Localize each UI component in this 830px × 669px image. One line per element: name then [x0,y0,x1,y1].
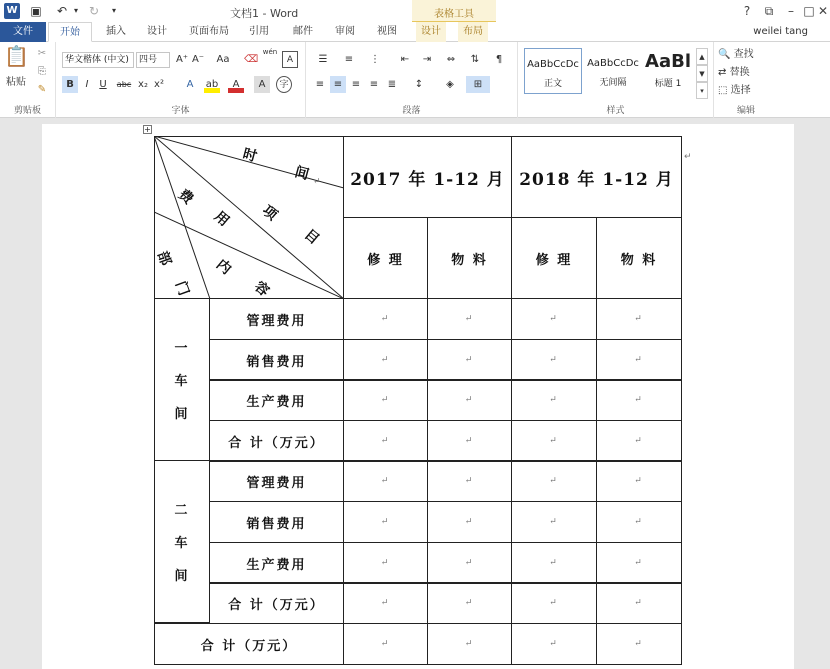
char-shading-icon[interactable]: A [254,76,270,93]
tab-home[interactable]: 开始 [48,22,92,42]
subheader-material-2017[interactable] [427,217,512,299]
justify-icon[interactable]: ≡ [369,79,379,90]
styles-scroll-down[interactable]: ▼ [696,65,708,82]
select-label: 选择 [730,85,751,96]
data-cell[interactable] [511,542,597,584]
minimize-icon[interactable]: – [788,4,794,18]
row-label-cell[interactable] [209,379,344,421]
data-cell[interactable] [596,420,682,462]
data-cell[interactable] [511,460,597,502]
paragraph-mark: ↵ [380,314,391,324]
row-label-cell[interactable] [209,298,344,340]
paragraph-mark: ↵ [380,476,391,486]
paragraph-mark: ↵ [549,436,559,446]
row-label-cell[interactable] [209,501,344,543]
row-label-cell[interactable] [209,339,344,381]
font-group-label: 字体 [171,106,190,116]
header-2017[interactable] [343,136,512,218]
align-center-icon[interactable]: ≡ [330,76,346,93]
paragraph-mark: ↵ [380,517,391,527]
ribbon-display-icon[interactable]: ⧉ [764,4,774,18]
paragraph-mark: ↵ [464,436,475,446]
styles-group-label: 样式 [606,106,625,116]
group-name-char: 一 [174,341,190,356]
paragraph-mark: ↵ [464,517,475,527]
clipboard-group-label: 剪贴板 [13,106,41,116]
tab-mailings[interactable]: 邮件 [293,26,313,37]
style-no-spacing[interactable] [584,48,642,94]
data-cell[interactable] [343,501,428,543]
paragraph-group-label: 段落 [402,106,421,116]
bold-icon[interactable]: B [62,76,78,93]
superscript-icon[interactable]: x² [154,79,164,90]
format-painter-icon[interactable]: ✎ [37,84,47,95]
undo-icon[interactable]: ↶ [56,4,68,18]
row-label: 管理费用 [246,313,307,329]
style-normal[interactable] [524,48,582,94]
table-move-handle-icon[interactable]: + [144,125,151,134]
document-title: 文档1 - Word [230,7,299,20]
row-label: 生产费用 [246,557,307,573]
row-label: 生产费用 [246,394,307,410]
style-preview: AaBl [645,51,691,72]
find-button[interactable] [718,46,774,63]
group-cell-2[interactable] [154,460,210,623]
data-cell[interactable] [343,460,428,502]
data-cell[interactable] [427,542,512,584]
data-cell[interactable] [596,379,682,421]
paragraph-mark: ↵ [464,355,475,365]
subheader-repair-2017[interactable] [343,217,428,299]
row-label-cell[interactable] [209,542,344,584]
subheader-repair-2018[interactable] [511,217,597,299]
data-cell[interactable] [596,460,682,502]
paragraph-mark: ↵ [634,517,644,527]
style-heading-1[interactable] [644,48,692,94]
tab-page-layout[interactable]: 页面布局 [189,26,229,37]
distributed-icon[interactable]: ≣ [387,79,397,90]
data-cell[interactable] [343,298,428,340]
replace-icon: ⇄ [718,67,727,78]
header-2018[interactable] [511,136,682,218]
data-cell[interactable] [511,501,597,543]
subscript-icon[interactable]: x₂ [138,79,148,90]
paragraph-mark: ↵ [464,558,475,568]
close-icon[interactable]: ✕ [817,4,829,18]
decrease-indent-icon[interactable]: ⇤ [400,54,410,65]
subheader-text: 修 理 [367,252,404,268]
phonetic-guide-button[interactable]: wén [262,48,278,56]
tab-references[interactable]: 引用 [249,26,269,37]
data-cell[interactable] [343,379,428,421]
paragraph-mark: ↵ [464,476,475,486]
data-cell[interactable] [596,623,682,665]
subheader-material-2018[interactable] [596,217,682,299]
paragraph-mark: ↵ [634,476,644,486]
subheader-text: 修 理 [535,252,573,268]
paragraph-mark: ↵ [549,395,559,405]
style-preview: AaBbCcDc [587,58,639,69]
paragraph-mark: ↵ [549,476,559,486]
style-name: 无间隔 [599,78,627,88]
grow-font-icon[interactable]: A⁺ [175,54,189,65]
group-name-char: 车 [174,374,190,389]
data-cell[interactable] [427,379,512,421]
font-size-combo[interactable]: 四号 [136,52,170,68]
find-label: 查找 [733,49,754,60]
paragraph-mark: ↵ [464,395,475,405]
group-name-char: 间 [174,569,190,585]
bullets-icon[interactable]: ☰ [318,54,328,65]
styles-more[interactable]: ▾ [696,82,708,99]
table-tools-context [412,0,496,22]
multilevel-list-icon[interactable]: ⋮ [370,54,380,65]
style-name: 标题 1 [654,79,682,89]
header-2017-text: 2017 年 1-12 月 [350,169,505,190]
diag-fee-char1: 费 [175,186,198,210]
total-label-cell[interactable] [154,623,344,665]
data-cell[interactable] [343,582,428,624]
text-effects-icon[interactable]: A [186,79,194,90]
header-2018-text: 2018 年 1-12 月 [519,169,674,190]
data-cell[interactable] [343,542,428,584]
strikethrough-icon[interactable]: abc [116,80,132,89]
find-icon: 🔍 [718,49,731,60]
data-cell[interactable] [427,298,512,340]
row-label-cell[interactable] [209,582,344,624]
increase-indent-icon[interactable]: ⇥ [422,54,432,65]
undo-dropdown-icon[interactable]: ▾ [73,6,78,15]
enclose-char-icon[interactable]: 字 [276,76,292,93]
table-tools-label: 表格工具 [434,9,474,20]
subheader-text: 物 料 [451,252,488,268]
char-border-icon[interactable]: A [282,51,298,68]
data-cell[interactable] [511,298,597,340]
data-cell[interactable] [343,420,428,462]
font-name-combo[interactable]: 华文楷体 (中文) [62,52,134,68]
row-label-cell[interactable] [209,420,344,462]
data-cell[interactable] [343,623,428,665]
diag-content-char1: 内 [213,256,236,280]
paragraph-mark: ↵ [464,314,475,324]
group-name [174,499,189,584]
highlight-icon[interactable]: ab [204,76,220,93]
paragraph-mark: ↵ [549,355,559,365]
replace-label: 替换 [729,67,750,78]
paragraph-mark: ↵ [549,314,559,324]
paragraph-mark: ↵ [634,355,644,365]
paragraph-mark: ↵ [549,558,559,568]
redo-icon[interactable]: ↻ [88,4,100,18]
title-bar [0,0,830,22]
data-cell[interactable] [343,339,428,381]
data-cell[interactable] [427,460,512,502]
diag-project-char2: 目 [301,226,324,250]
row-label: 合 计（万元） [228,597,325,613]
paragraph-mark: ↵ [464,598,475,608]
underline-icon[interactable]: U [99,79,107,90]
data-cell[interactable] [511,379,597,421]
group-name-char: 二 [174,503,190,519]
maximize-icon[interactable]: □ [803,4,815,18]
group-name-char: 间 [174,407,190,422]
style-preview: AaBbCcDc [527,59,579,70]
paragraph-group [306,42,518,118]
paragraph-mark: ↵ [634,558,644,568]
data-cell[interactable] [511,339,597,381]
word-logo-icon: W [4,3,20,19]
expense-table[interactable] [154,136,682,665]
clipboard-group [0,42,56,118]
paste-icon[interactable]: 📋 [4,44,29,68]
total-label: 合 计（万元） [200,638,298,654]
tab-review[interactable]: 审阅 [335,26,355,37]
diag-dept-char2: 门 [171,279,193,300]
customize-toolbar-icon[interactable]: ▾ [111,6,116,15]
clear-format-icon[interactable]: ⌫ [244,54,259,65]
paragraph-mark: ↵ [380,395,391,405]
diag-time-char2: 间 [292,164,313,184]
data-cell[interactable] [596,339,682,381]
group-name-char: 车 [174,536,190,552]
diag-fee-char2: 用 [211,208,234,232]
row-label-cell[interactable] [209,460,344,502]
save-icon[interactable]: ▣ [30,4,42,18]
select-button[interactable] [718,82,774,99]
paragraph-mark: ↵ [464,639,475,649]
paragraph-mark: ↵ [549,639,559,649]
italic-icon[interactable]: I [85,79,89,90]
diag-time-char1: 时 [240,146,261,166]
align-right-icon[interactable]: ≡ [351,79,361,90]
row-label: 销售费用 [246,354,307,370]
data-cell[interactable] [511,420,597,462]
data-cell[interactable] [427,501,512,543]
paragraph-mark: ↵ [634,314,644,324]
chinese-layout-icon[interactable]: ⇔ [446,54,456,65]
copy-icon[interactable]: ⎘ [38,66,46,77]
tab-design[interactable]: 设计 [147,26,167,37]
user-name[interactable]: weilei tang [753,26,808,37]
data-cell[interactable] [511,623,597,665]
ribbon [0,42,830,118]
shading-icon[interactable]: ◈ [446,79,454,90]
select-icon: ⬚ [718,85,728,96]
change-case-button[interactable]: Aa [216,54,230,65]
styles-group [518,42,714,118]
replace-button[interactable] [718,64,774,81]
row-label: 管理费用 [246,475,307,491]
group-cell-1[interactable] [154,298,210,461]
group-name [174,337,189,422]
paragraph-mark: ↵ [380,598,391,608]
paragraph-mark: ↵ [380,639,391,649]
tab-view[interactable]: 视图 [377,26,397,37]
shrink-font-icon[interactable]: A⁻ [191,54,205,65]
tab-table-design[interactable]: 设计 [416,22,446,42]
diag-content-char2: 容 [251,278,274,302]
data-cell[interactable] [596,501,682,543]
style-name: 正文 [543,79,562,89]
paste-label[interactable]: 粘贴 [6,77,26,88]
line-spacing-icon[interactable]: ↕ [414,79,424,90]
font-group [56,42,306,118]
data-cell[interactable] [427,420,512,462]
data-cell[interactable] [596,542,682,584]
paragraph-mark: ↵ [634,639,644,649]
row-label: 销售费用 [246,516,307,532]
borders-icon[interactable]: ⊞ [466,76,490,93]
paragraph-mark: ↵ [380,436,391,446]
subheader-text: 物 料 [620,252,658,268]
data-cell[interactable] [511,582,597,624]
editing-group [714,42,778,118]
paragraph-mark: ↵ [634,436,644,446]
diagonal-header-cell[interactable] [153,136,344,302]
data-cell[interactable] [596,582,682,624]
row-label: 合 计（万元） [228,435,325,451]
row-end-mark: ↵ [684,152,692,162]
paragraph-mark: ↵ [380,558,391,568]
sort-icon[interactable]: ⇅ [470,54,480,65]
show-marks-icon[interactable]: ¶ [495,54,503,65]
cut-icon[interactable]: ✂ [37,48,47,59]
diag-project-char1: 项 [259,202,282,226]
data-cell[interactable] [427,339,512,381]
data-cell[interactable] [427,623,512,665]
paragraph-mark: ↵ [634,598,644,608]
diag-dept-char1: 部 [153,249,175,270]
tab-file[interactable]: 文件 [0,22,46,42]
paragraph-mark: ↵ [634,395,644,405]
data-cell[interactable] [596,298,682,340]
ribbon-tabs [0,22,830,42]
paragraph-mark: ↵ [549,517,559,527]
data-cell[interactable] [427,582,512,624]
paragraph-mark: ↵ [380,355,391,365]
font-color-icon[interactable]: A [228,76,244,93]
tab-table-layout[interactable]: 布局 [458,22,488,42]
paragraph-mark: ↵ [549,598,559,608]
help-icon[interactable]: ? [743,4,751,18]
tab-insert[interactable]: 插入 [106,26,126,37]
styles-scroll-up[interactable]: ▲ [696,48,708,65]
align-left-icon[interactable]: ≡ [315,79,325,90]
numbering-icon[interactable]: ≡ [344,54,354,65]
paragraph-mark: ↵ [313,177,323,187]
editing-group-label: 编辑 [736,106,755,116]
